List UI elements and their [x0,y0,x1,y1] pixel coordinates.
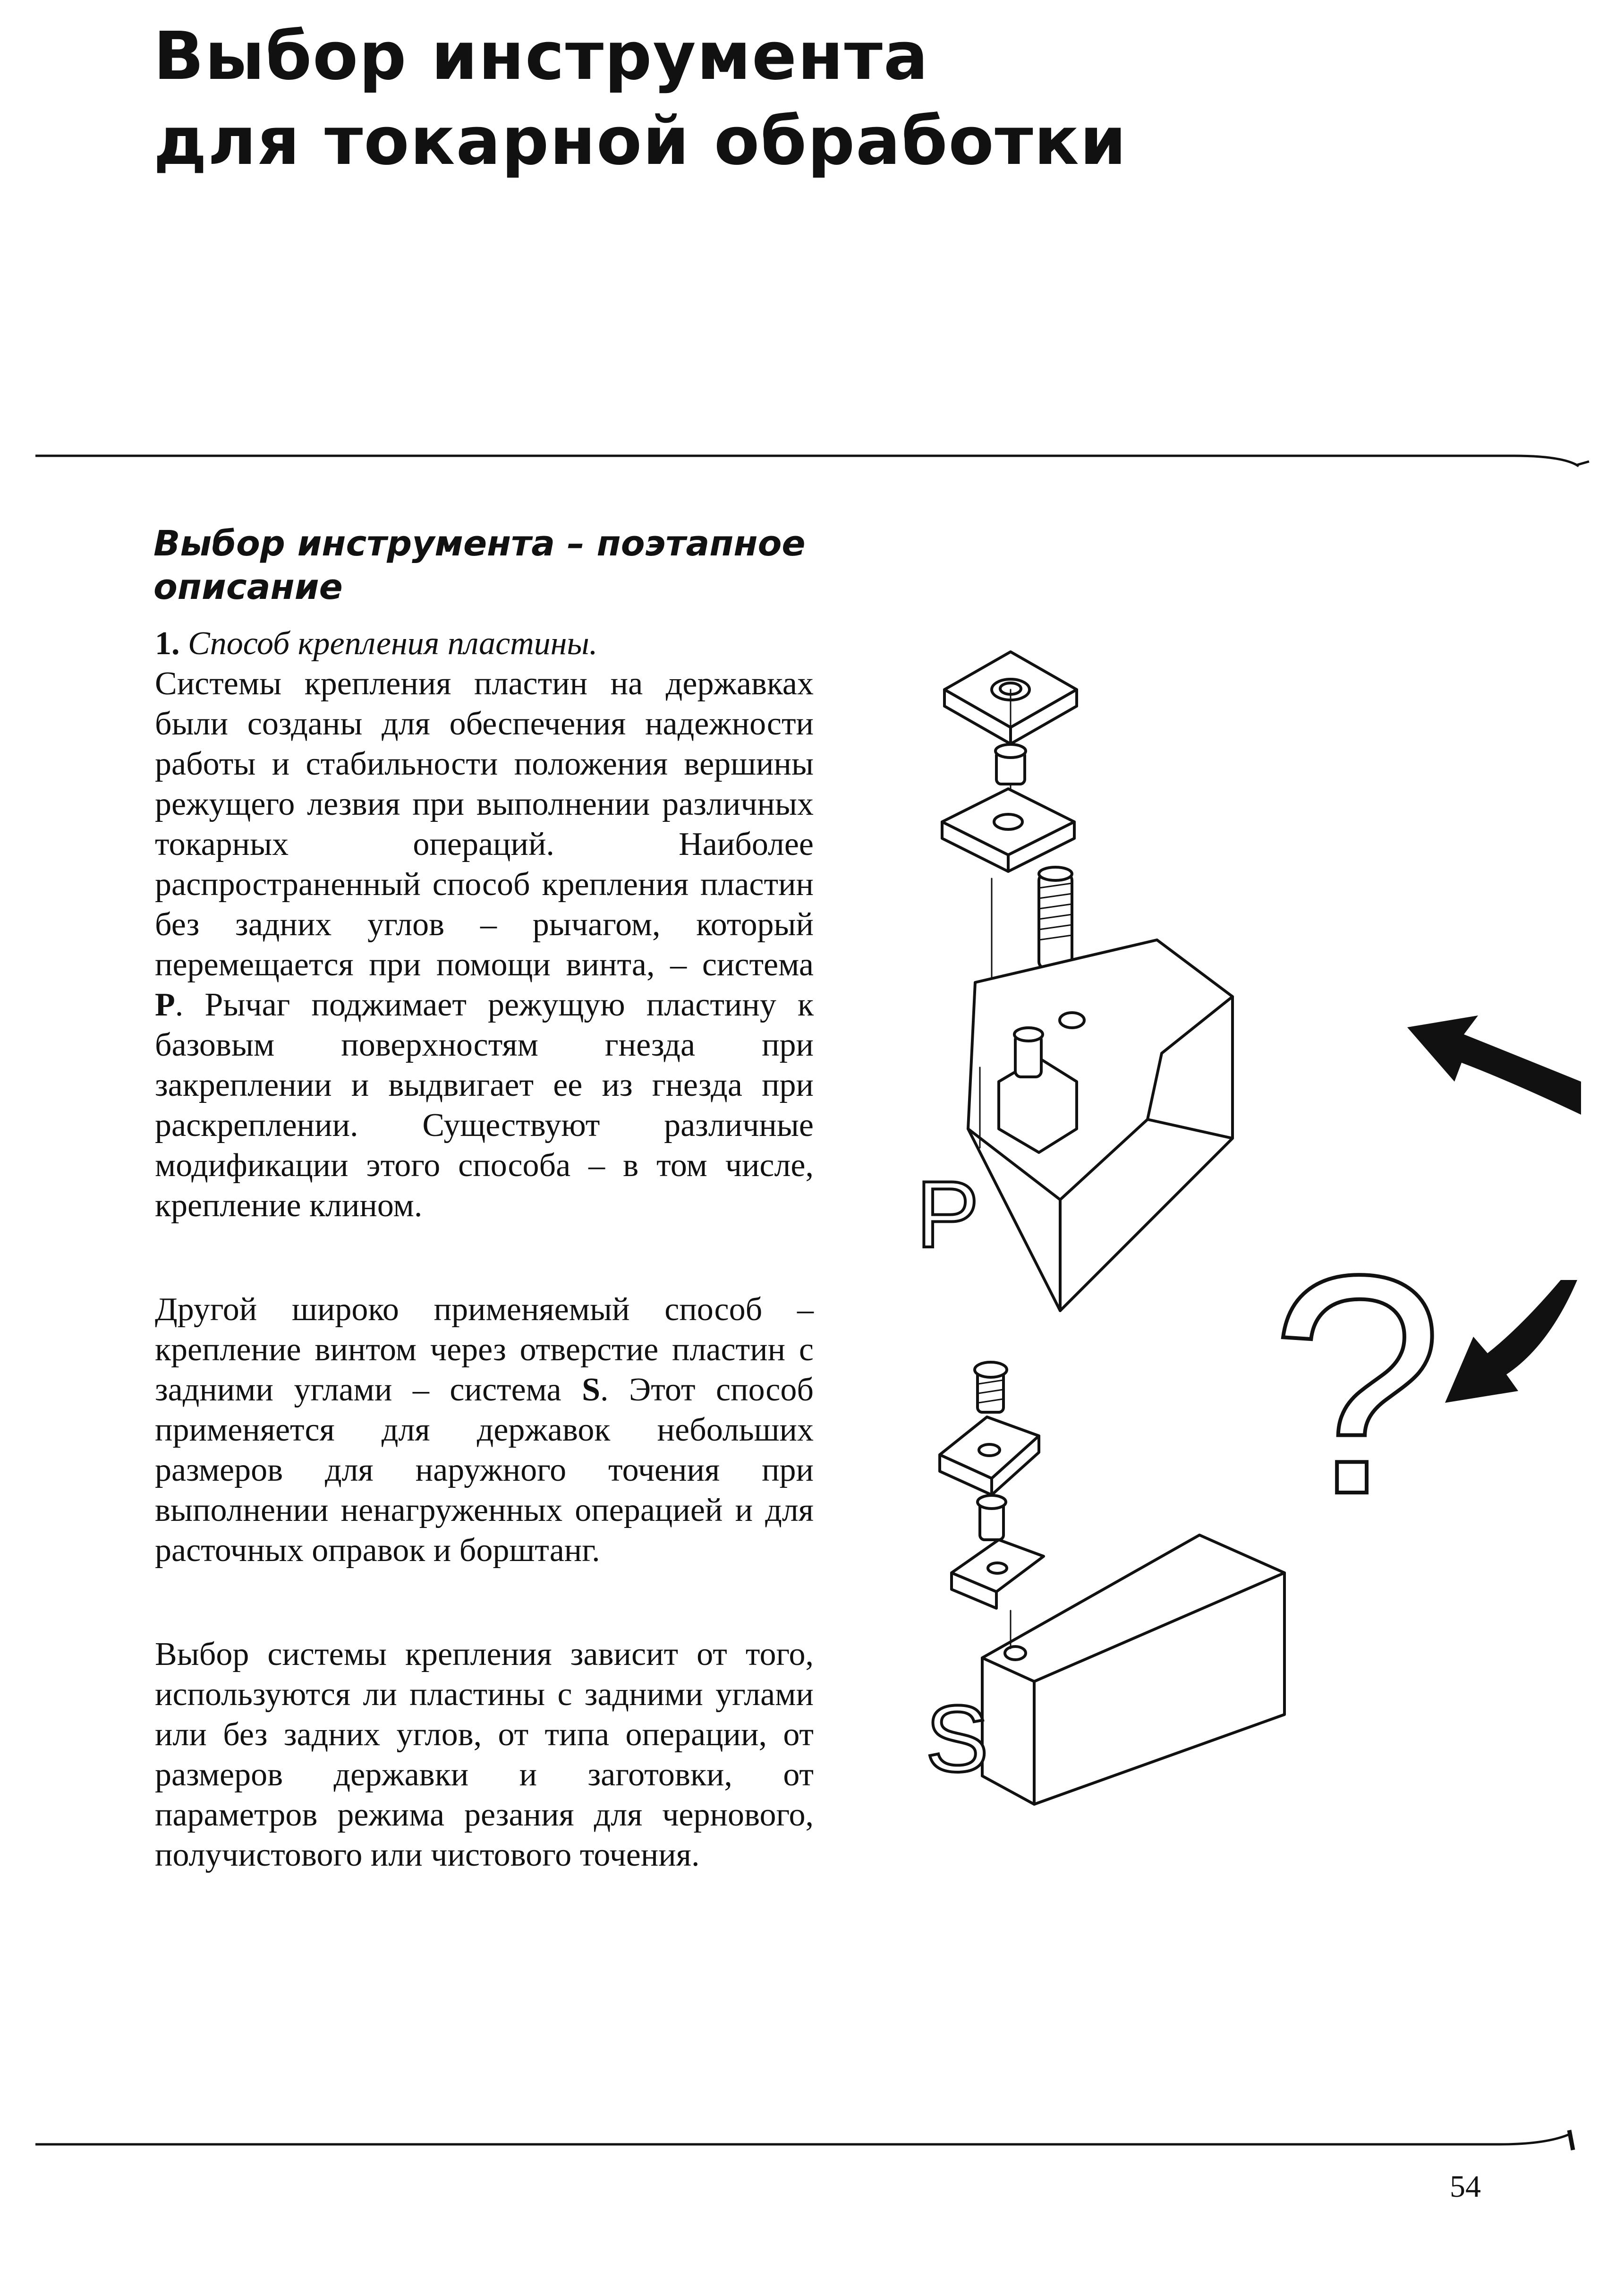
item-title: Способ крепления пластины. [188,625,598,662]
system-p-letter: P [916,1162,979,1267]
system-p-label: P [155,987,175,1023]
curved-arrow-down-icon [1445,1280,1577,1403]
paragraph-2-text-a: Другой широко применяемый способ – крепление винтом через отверстие пластин с задними углами – система [155,1291,814,1408]
system-s-letter: S [926,1686,989,1792]
paragraph-1 [155,623,814,1226]
system-p-drawing [942,652,1233,1311]
question-mark-icon: ? [1270,1211,1444,1559]
page-number: 54 [1450,2169,1481,2204]
system-s-drawing [940,1362,1284,1804]
paragraph-1-text-b: . Рычаг поджимает режущую пластину к базовым поверхностям гнезда при закреплении и выдвигает ее из гнезда при раскреплении. Существуют различные модификации этого способа – в том числе, крепление клином. [155,987,814,1224]
system-s-label: S [582,1372,600,1408]
paragraph-2 [155,1289,814,1570]
title-line-1: Выбор инструмента [153,18,929,95]
item-heading [155,623,814,664]
top-divider [35,442,1594,470]
page-title [153,14,1476,184]
paragraph-3: Выбор системы крепления зависит от того, используются ли пластины с задними углами или без задних углов, от типа операции, от размеров державки и заготовки, от параметров режима резания для чернового, получистового или чистового точения. [155,1636,814,1873]
paragraph-1-text-a: Системы крепления пластин на державках были созданы для обеспечения надежности работы и стабильности положения вершины режущего лезвия при выполнении различных токарных операций. Наиболее распространенный способ крепления пластин без задних углов – рычагом, который перемещается при помощи винта, – система [155,665,814,983]
item-number: 1. [155,625,180,662]
bottom-divider [35,2125,1594,2154]
paragraph-2-text-b: . Этот способ применяется для державок небольших размеров для наружного точения при выполнении ненагруженных операцией и для расточных оправок и борштанг. [155,1372,814,1569]
curved-arrow-left-icon [1407,1015,1581,1115]
title-line-2: для токарной обработки [153,103,1127,180]
holder-s [982,1535,1284,1804]
section-heading: Выбор инструмента – поэтапное описание [153,523,806,607]
clamping-systems-illustration [897,581,1606,1828]
